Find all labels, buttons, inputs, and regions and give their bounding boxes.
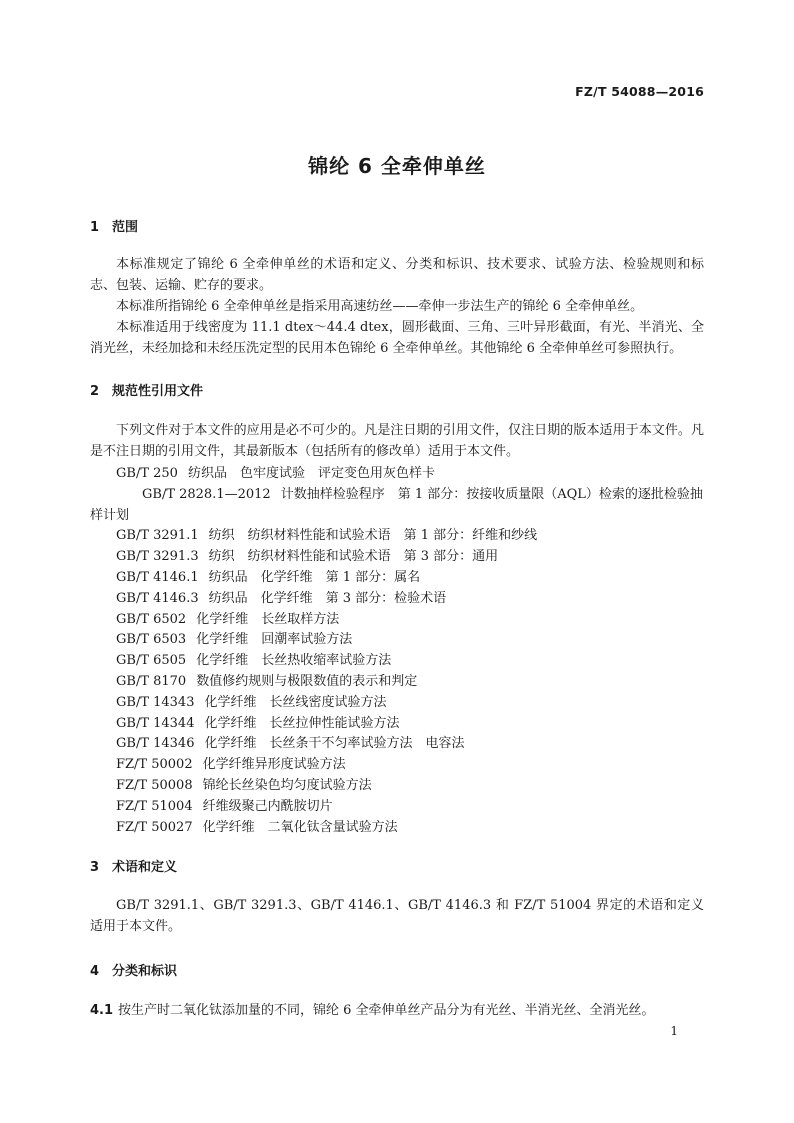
section-title: 术语和定义 bbox=[112, 860, 178, 875]
reference-title: 纺织品 化学纤维 第 1 部分：属名 bbox=[208, 569, 421, 585]
normative-reference-list bbox=[90, 464, 704, 838]
reference-code: GB/T 14343 bbox=[116, 694, 195, 710]
reference-code: GB/T 2828.1—2012 bbox=[142, 486, 271, 502]
reference-item bbox=[90, 589, 704, 610]
reference-code: GB/T 6502 bbox=[116, 611, 187, 627]
reference-item bbox=[90, 714, 704, 735]
reference-title: 纺织 纺织材料性能和试验术语 第 1 部分：纤维和纱线 bbox=[208, 528, 538, 544]
reference-title: 纤维级聚己内酰胺切片 bbox=[202, 798, 333, 814]
reference-code: GB/T 6505 bbox=[116, 653, 187, 669]
reference-item bbox=[90, 755, 704, 776]
standard-code: FZ/T 54088—2016 bbox=[575, 84, 704, 99]
reference-item bbox=[90, 485, 704, 527]
reference-code: GB/T 4146.1 bbox=[116, 569, 199, 585]
reference-code: GB/T 6503 bbox=[116, 632, 187, 648]
reference-title: 化学纤维 长丝条干不匀率试验方法 电容法 bbox=[204, 736, 465, 752]
reference-item bbox=[90, 818, 704, 839]
reference-code: GB/T 3291.3 bbox=[116, 549, 199, 565]
section-title: 规范性引用文件 bbox=[112, 384, 204, 399]
reference-code: FZ/T 50002 bbox=[116, 757, 193, 773]
reference-item bbox=[90, 547, 704, 568]
reference-code: GB/T 14346 bbox=[116, 736, 195, 752]
section-3-heading bbox=[90, 856, 177, 875]
reference-item bbox=[90, 464, 704, 485]
section-1-paragraph-2: 本标准所指锦纶 6 全牵伸单丝是指采用高速纺丝——牵伸一步法生产的锦纶 6 全牵伸单丝。 bbox=[116, 299, 644, 314]
reference-item bbox=[90, 776, 704, 797]
reference-item bbox=[90, 734, 704, 755]
reference-title: 化学纤维 长丝热收缩率试验方法 bbox=[196, 653, 392, 669]
reference-title: 计数抽样检验程序 第 1 部分：按接收质量限（AQL）检索的逐批检验抽样计划 bbox=[90, 486, 703, 523]
document-title: 锦纶 6 全牵伸单丝 bbox=[308, 154, 486, 178]
clause-number: 4.1 bbox=[90, 1003, 114, 1018]
reference-item bbox=[90, 568, 704, 589]
reference-item bbox=[90, 630, 704, 651]
reference-code: FZ/T 50008 bbox=[116, 777, 193, 793]
reference-item bbox=[90, 672, 704, 693]
reference-item bbox=[90, 797, 704, 818]
section-1-paragraph-1: 本标准规定了锦纶 6 全牵伸单丝的术语和定义、分类和标识、技术要求、试验方法、检验规则和标志、包装、运输、贮存的要求。 bbox=[90, 257, 704, 293]
reference-title: 化学纤维 回潮率试验方法 bbox=[196, 632, 353, 648]
reference-code: GB/T 8170 bbox=[116, 673, 187, 689]
section-number: 4 bbox=[90, 964, 100, 979]
clause-text: 按生产时二氧化钛添加量的不同，锦纶 6 全牵伸单丝产品分为有光丝、半消光丝、全消光丝。 bbox=[118, 1003, 655, 1018]
reference-title: 化学纤维 二氧化钛含量试验方法 bbox=[202, 819, 398, 835]
section-2-heading bbox=[90, 380, 203, 399]
section-title: 分类和标识 bbox=[112, 964, 178, 979]
reference-code: GB/T 3291.1 bbox=[116, 528, 199, 544]
reference-code: GB/T 14344 bbox=[116, 715, 195, 731]
reference-title: 化学纤维异形度试验方法 bbox=[202, 757, 346, 773]
reference-title: 纺织品 色牢度试验 评定变色用灰色样卡 bbox=[187, 466, 435, 481]
section-title: 范围 bbox=[112, 220, 139, 235]
section-number: 1 bbox=[90, 220, 100, 235]
reference-item bbox=[90, 651, 704, 672]
section-2-paragraph-1: 下列文件对于本文件的应用是必不可少的。凡是注日期的引用文件，仅注日期的版本适用于本文件。凡是不注日期的引用文件，其最新版本（包括所有的修改单）适用于本文件。 bbox=[90, 423, 704, 459]
reference-code: FZ/T 51004 bbox=[116, 798, 193, 814]
reference-code: GB/T 250 bbox=[116, 466, 178, 481]
reference-code: FZ/T 50027 bbox=[116, 819, 193, 835]
reference-title: 锦纶长丝染色均匀度试验方法 bbox=[202, 777, 372, 793]
reference-title: 化学纤维 长丝拉伸性能试验方法 bbox=[204, 715, 400, 731]
section-1-paragraph-3: 本标准适用于线密度为 11.1 dtex～44.4 dtex，圆形截面、三角、三叶异形截面，有光、半消光、全消光丝，未经加捻和未经压洗定型的民用本色锦纶 6 全牵伸单丝。其他锦纶 6 全牵伸单丝可参照执行。 bbox=[90, 320, 704, 356]
reference-item bbox=[90, 526, 704, 547]
reference-title: 化学纤维 长丝线密度试验方法 bbox=[204, 694, 387, 710]
section-number: 3 bbox=[90, 860, 100, 875]
reference-title: 纺织 纺织材料性能和试验术语 第 3 部分：通用 bbox=[208, 549, 499, 565]
section-1-heading bbox=[90, 216, 138, 235]
reference-title: 化学纤维 长丝取样方法 bbox=[196, 611, 340, 627]
reference-item bbox=[90, 693, 704, 714]
reference-code: GB/T 4146.3 bbox=[116, 590, 199, 606]
page-number: 1 bbox=[670, 1024, 678, 1038]
reference-title: 数值修约规则与极限数值的表示和判定 bbox=[196, 673, 418, 689]
clause-4-1 bbox=[90, 1000, 704, 1021]
reference-item bbox=[90, 610, 704, 631]
section-3-paragraph-1: GB/T 3291.1、GB/T 3291.3、GB/T 4146.1、GB/T 4146.3 和 FZ/T 51004 界定的术语和定义适用于本文件。 bbox=[90, 898, 704, 934]
section-4-heading bbox=[90, 960, 177, 979]
reference-title: 纺织品 化学纤维 第 3 部分：检验术语 bbox=[208, 590, 447, 606]
section-number: 2 bbox=[90, 384, 100, 399]
